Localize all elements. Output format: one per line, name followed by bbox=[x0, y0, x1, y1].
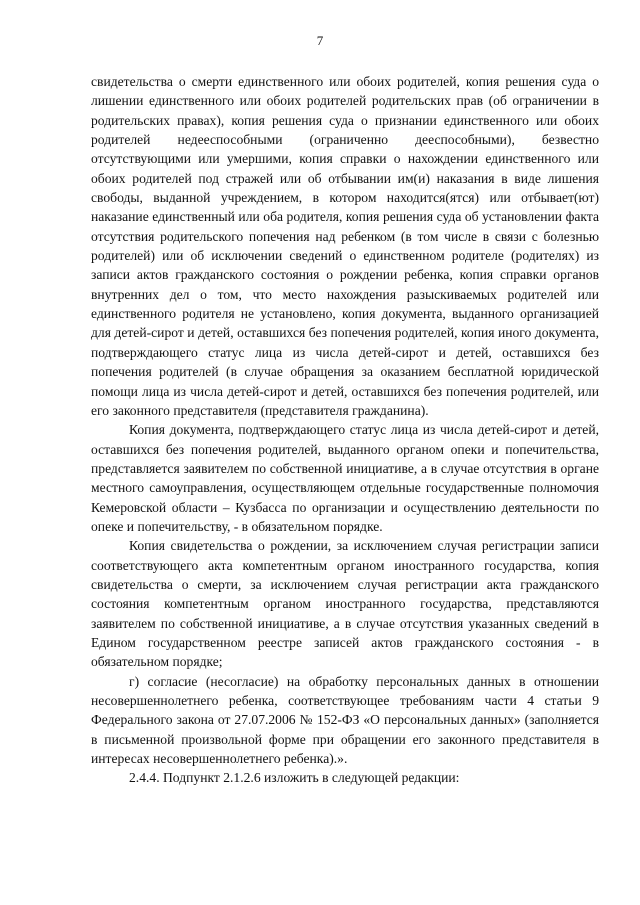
paragraph-personal-data-consent: г) согласие (несогласие) на обработку персональных данных в отношении несовершеннолетнего ребенка, соответствующее требованиям части 4 статьи 9 Федерального закона от 27.07.2006 № 152-ФЗ «О персональных данных» (заполняется в письменной произвольной форме при обращении его законного представителя в интересах несовершеннолетнего ребенка).». bbox=[91, 673, 599, 767]
paragraph-subclause-amendment: 2.4.4. Подпункт 2.1.2.6 изложить в следующей редакции: bbox=[129, 770, 460, 786]
paragraph-continuation: свидетельства о смерти единственного или обоих родителей, копия решения суда о лишении единственного или обоих родителей родительских прав (об ограничении в родительских правах), копия решения суда о признании единственного или обоих родителей недееспособными (ограниченно дееспособными), безвестно отсутствующими или умершими, копия справки о нахождении единственного или обоих родителей под стражей или об отбывании им(и) наказания в виде лишения свободы, выданной учреждением, в котором находится(ятся) или отбывает(ют) наказание единственный или оба родителя, копия решения суда об установлении факта отсутствия родительского попечения над ребенком (в том числе в связи с болезнью родителей) или об исключении сведений о единственном родителе (родителях) из записи актов гражданского состояния о рождении ребенка, копия справки органов внутренних дел о том, что место нахождения разыскиваемых родителей или единственного родителя не установлено, копия документа, выданного организацией для детей-сирот и детей, оставшихся без попечения родителей, копия иного документа, подтверждающего статус лица из числа детей-сирот и детей, оставшихся без попечения родителей (в случае обращения за оказанием бесплатной юридической помощи лица из числа детей-сирот и детей, оставшихся без попечения родителей, или его законного представителя (представителя гражданина). bbox=[91, 74, 599, 418]
body-text bbox=[91, 72, 599, 788]
paragraph-status-document: Копия документа, подтверждающего статус лица из числа детей-сирот и детей, оставшихся без попечения родителей, выданного органом опеки и попечительства, представляется заявителем по собственной инициативе, а в случае отсутствия в органе местного самоуправления, осуществляющем отдельные государственные полномочия Кемеровской области – Кузбасса по организации и осуществлению деятельности по опеке и попечительству, - в обязательном порядке. bbox=[91, 422, 599, 534]
page-number: 7 bbox=[316, 33, 324, 48]
paragraph-birth-certificate: Копия свидетельства о рождении, за исключением случая регистрации записи соответствующего акта компетентным органом иностранного государства, копия свидетельства о смерти, за исключением случая регистрации акта гражданского состояния компетентным органом иностранного государства, представляются заявителем по собственной инициативе, а в случае отсутствия указанных сведений в Едином государственном реестре записей актов гражданского состояния - в обязательном порядке; bbox=[91, 538, 599, 670]
